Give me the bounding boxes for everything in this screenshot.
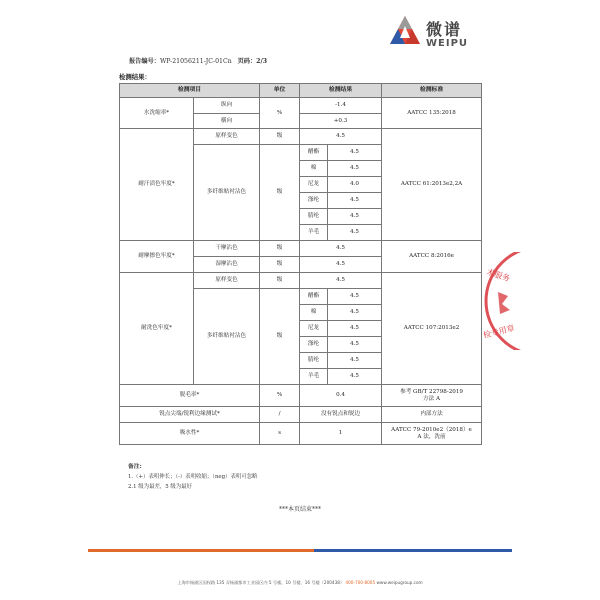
wash-standard: AATCC 107:2013e2 [382, 273, 482, 385]
fiber-value: 4.5 [328, 337, 382, 353]
table-row [120, 407, 482, 423]
fiber-name: 尼龙 [300, 177, 328, 193]
official-stamp [478, 252, 522, 350]
rubbing-item: 耐摩擦色牢度* [120, 241, 194, 273]
sweat-stain-label: 多纤维贴衬沾色 [194, 145, 260, 241]
table-row [120, 241, 482, 257]
table-row [120, 423, 482, 445]
report-number-line [129, 56, 267, 65]
shrinkage-sub: 横向 [194, 113, 260, 129]
footer-website[interactable]: www.weipugroup.com [376, 580, 423, 585]
fiber-value: 4.5 [328, 145, 382, 161]
footer-address-text: 上海市杨浦区国权路 135 弄杨浦都市工业园区内 5 号楼、10 号楼、16 号楼（200438） [177, 580, 345, 585]
sweat-change-unit: 级 [260, 129, 300, 145]
sweat-change-label: 原样变色 [194, 129, 260, 145]
rubbing-unit: 级 [260, 257, 300, 273]
svg-text:术服务: 术服务 [485, 267, 511, 284]
footer-rule-blue [314, 549, 512, 552]
page-number: 2/3 [256, 58, 268, 65]
wash-change-label: 原样变色 [194, 273, 260, 289]
notes-section [128, 462, 257, 492]
table-row [120, 129, 482, 145]
header-standard: 检测标准 [382, 84, 482, 98]
notes-title: 备注: [128, 464, 142, 470]
section-title: 检测结果： [119, 73, 151, 81]
logo-chinese-text: 微谱 [426, 20, 463, 39]
absorb-standard-line1: AATCC 79-2010e2（2018）e [391, 427, 472, 434]
sweat-standard: AATCC 61:2013e2,2A [382, 129, 482, 241]
footer-phone: 400-700-8005 [345, 580, 376, 585]
svg-text:检专用章: 检专用章 [482, 323, 516, 340]
fiber-value: 4.5 [328, 193, 382, 209]
fuzz-item: 脱毛率* [120, 385, 260, 407]
fiber-value: 4.5 [328, 321, 382, 337]
absorb-item: 吸水性* [120, 423, 260, 445]
fiber-value: 4.5 [328, 305, 382, 321]
shrinkage-result: -1.4 [300, 98, 382, 114]
fiber-name: 羊毛 [300, 369, 328, 385]
wash-item: 耐洗色牢度* [120, 273, 194, 385]
fiber-name: 涤纶 [300, 337, 328, 353]
report-number: WP-21056211-JC-01Cn [159, 58, 232, 65]
fiber-name: 醋酯 [300, 289, 328, 305]
footer-rule-orange [88, 549, 314, 552]
sweat-item: 耐汗渍色牢度* [120, 129, 194, 241]
logo-mark-icon [388, 14, 422, 48]
edge-unit: / [260, 407, 300, 423]
rubbing-unit: 级 [260, 241, 300, 257]
edge-result: 没有锐点和锐边 [300, 407, 382, 423]
fiber-name: 醋酯 [300, 145, 328, 161]
shrinkage-result: +0.3 [300, 113, 382, 129]
fiber-value: 4.5 [328, 225, 382, 241]
absorb-standard-line2: A 法，洗前 [417, 433, 446, 440]
absorb-standard [382, 423, 482, 445]
absorb-result: 1 [300, 423, 382, 445]
fiber-name: 棉 [300, 161, 328, 177]
fuzz-standard [382, 385, 482, 407]
fuzz-result: 0.4 [300, 385, 382, 407]
rubbing-sub: 湿摩沾色 [194, 257, 260, 273]
rubbing-sub: 干摩沾色 [194, 241, 260, 257]
note-line: 1.（+）表明伸长；（-）表明收缩；（neg）表明可忽略 [128, 474, 258, 480]
fiber-name: 尼龙 [300, 321, 328, 337]
fiber-name: 腈纶 [300, 353, 328, 369]
wash-stain-unit: 级 [260, 289, 300, 385]
fuzz-standard-line2: 方法 A [423, 395, 441, 402]
fiber-value: 4.5 [328, 369, 382, 385]
page-end-marker: ***本页结束*** [278, 506, 321, 513]
note-line: 2.1 级为最差，5 级为最好 [128, 484, 192, 490]
rubbing-result: 4.5 [300, 257, 382, 273]
wash-change-unit: 级 [260, 273, 300, 289]
page-label: 页码： [237, 58, 257, 65]
sweat-stain-unit: 级 [260, 145, 300, 241]
header-result: 检测结果 [300, 84, 382, 98]
fuzz-standard-line1: 参考 GB/T 22798-2019 [400, 389, 463, 396]
wash-stain-label: 多纤维贴衬沾色 [194, 289, 260, 385]
stamp-seal-icon [478, 252, 522, 350]
table-row [120, 273, 482, 289]
fiber-value: 4.5 [328, 289, 382, 305]
table-header-row [120, 84, 482, 98]
fiber-name: 羊毛 [300, 225, 328, 241]
header-item: 检测项目 [120, 84, 260, 98]
rubbing-standard: AATCC 8:2016e [382, 241, 482, 273]
results-table [119, 83, 482, 445]
fuzz-unit: % [260, 385, 300, 407]
table-row [120, 98, 482, 114]
fiber-value: 4.5 [328, 209, 382, 225]
fiber-name: 涤纶 [300, 193, 328, 209]
shrinkage-sub: 纵向 [194, 98, 260, 114]
footer-address [0, 580, 600, 586]
edge-item: 锐点尖端/锐利边缘测试* [120, 407, 260, 423]
header-unit: 单位 [260, 84, 300, 98]
company-logo [388, 14, 498, 54]
fiber-value: 4.5 [328, 161, 382, 177]
fiber-name: 棉 [300, 305, 328, 321]
table-row [120, 385, 482, 407]
rubbing-result: 4.5 [300, 241, 382, 257]
absorb-unit: s [260, 423, 300, 445]
shrinkage-unit: % [260, 98, 300, 129]
report-number-label: 报告编号： [129, 58, 160, 65]
fiber-name: 腈纶 [300, 209, 328, 225]
edge-standard: 内部方法 [382, 407, 482, 423]
wash-change-value: 4.5 [300, 273, 382, 289]
shrinkage-standard: AATCC 135:2018 [382, 98, 482, 129]
sweat-change-value: 4.5 [300, 129, 382, 145]
fiber-value: 4.0 [328, 177, 382, 193]
fiber-value: 4.5 [328, 353, 382, 369]
shrinkage-item: 水洗缩率* [120, 98, 194, 129]
logo-english-text: WEIPU [426, 38, 469, 49]
